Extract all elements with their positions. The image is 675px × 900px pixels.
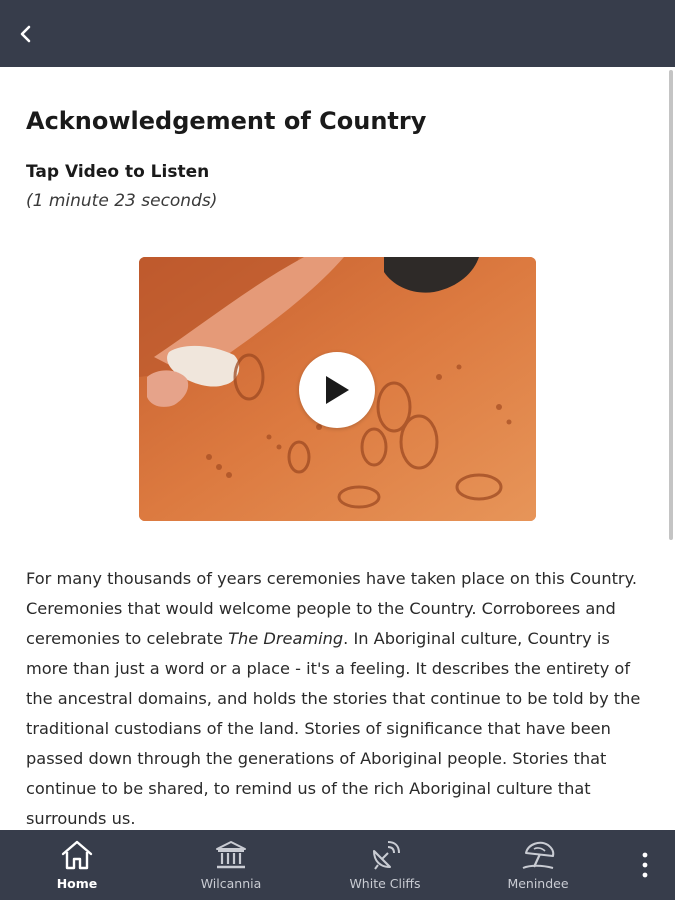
beach-umbrella-icon [520, 839, 556, 871]
back-button[interactable] [12, 20, 40, 48]
acknowledgement-text [26, 564, 656, 834]
satellite-dish-icon [368, 839, 402, 871]
play-button[interactable] [299, 352, 375, 428]
nav-item-wilcannia[interactable] [171, 830, 291, 900]
page-title: Acknowledgement of Country [26, 107, 427, 135]
bank-icon [214, 839, 248, 871]
nav-label-menindee: Menindee [507, 876, 569, 891]
scrollbar[interactable] [669, 70, 673, 540]
nav-label-wilcannia: Wilcannia [200, 876, 262, 891]
video-duration: (1 minute 23 seconds) [26, 191, 218, 211]
home-icon [60, 839, 94, 871]
nav-item-home[interactable] [17, 830, 137, 900]
body-text-part1: For many thousands of years ceremonies have taken place on this Country. Ceremonies that would welcome people to the Country. Corroborees and ceremonies to celebrate [26, 569, 637, 648]
body-text-emphasis: The Dreaming [228, 629, 344, 648]
more-vertical-icon [642, 852, 648, 878]
nav-label-white-cliffs: White Cliffs [349, 876, 421, 891]
nav-label-home: Home [56, 876, 98, 891]
video-instruction: Tap Video to Listen [26, 162, 210, 182]
chevron-left-icon [19, 24, 33, 44]
body-text-part2: . In Aboriginal culture, Country is more than just a word or a place - it's a feeling. It describes the entirety of the ancestral domains, and holds the stories that continue to be told by the traditional custodians of the land. Stories of significance that have been passed down through the generations of Aboriginal people. Stories that continue to be shared, to remind us of the rich Aboriginal culture that surrounds us. [26, 629, 641, 828]
top-app-bar [0, 0, 675, 67]
play-icon [322, 373, 352, 407]
nav-item-menindee[interactable] [478, 830, 598, 900]
more-options-button[interactable] [630, 845, 660, 885]
video-player[interactable] [139, 257, 536, 521]
bottom-navigation [0, 830, 675, 900]
nav-item-white-cliffs[interactable] [325, 830, 445, 900]
